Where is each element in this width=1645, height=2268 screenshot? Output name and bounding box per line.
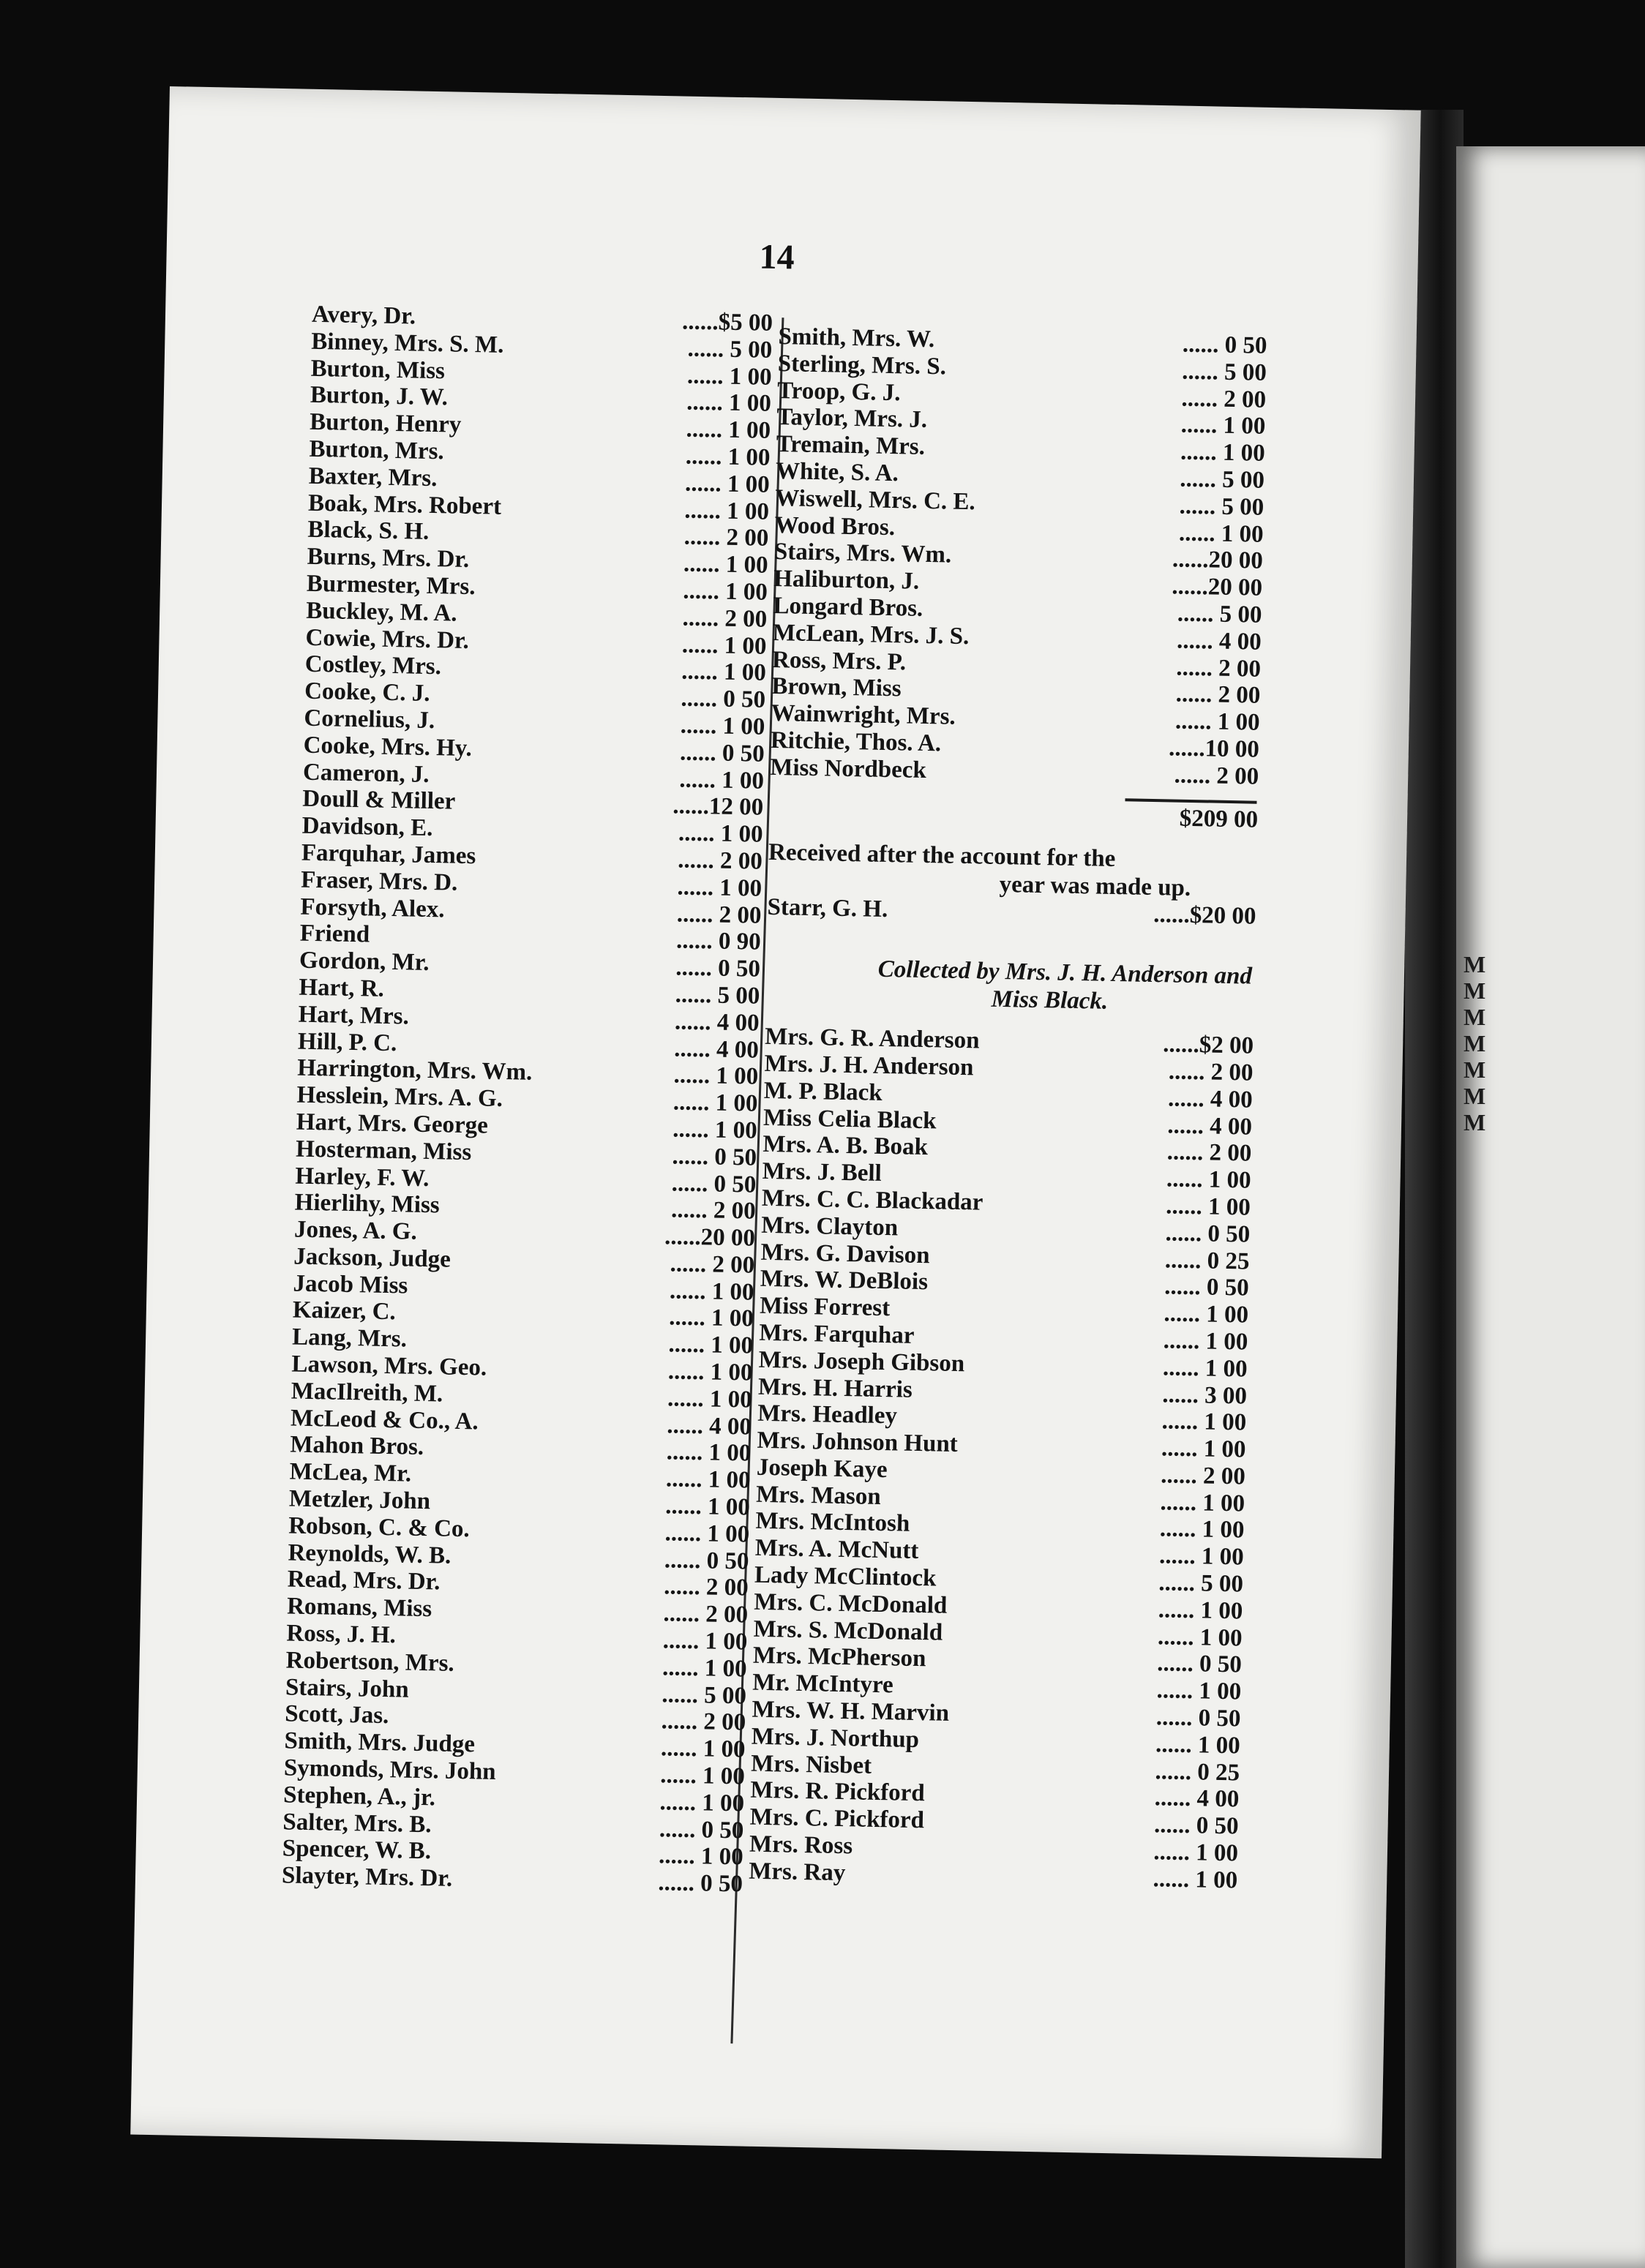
collected-entry-amount: ...... 1 00	[1155, 1731, 1241, 1760]
document-page	[130, 86, 1420, 2158]
left-entry-name: Robertson, Mrs.	[285, 1647, 455, 1677]
left-entry-amount: ...... 1 00	[677, 874, 762, 902]
collected-entry-name: Mrs. J. Bell	[762, 1157, 883, 1187]
left-entry-name: Spencer, W. B.	[282, 1835, 432, 1865]
collected-entry-amount: ...... 2 00	[1168, 1058, 1254, 1086]
collected-entry-name: Mrs. G. R. Anderson	[764, 1023, 980, 1054]
collected-entry-name: Miss Celia Black	[762, 1104, 937, 1134]
left-entry-amount: ...... 0 50	[681, 685, 766, 713]
facing-page-letter: M	[1464, 1056, 1486, 1083]
left-entry-name: Farquhar, James	[301, 839, 476, 870]
left-entry-name: Read, Mrs. Dr.	[287, 1566, 441, 1596]
left-entry-name: Friend	[299, 920, 370, 948]
left-entry-name: Symonds, Mrs. John	[283, 1754, 496, 1786]
left-entry-name: Harley, F. W.	[295, 1163, 430, 1192]
collected-entry-amount: ...... 1 00	[1160, 1489, 1245, 1517]
left-entry-amount: ...... 1 00	[681, 631, 767, 660]
collected-entry-name: Mrs. Nisbet	[750, 1750, 872, 1779]
collected-entry-amount: ...... 1 00	[1162, 1354, 1248, 1383]
left-entry-name: Kaizer, C.	[292, 1297, 397, 1326]
left-entry-name: Cameron, J.	[302, 759, 430, 788]
collected-entry-name: Mrs. Mason	[755, 1481, 882, 1510]
right-list-entries	[770, 323, 1267, 790]
right-subscriber-list	[749, 323, 1267, 1894]
facing-page-letter: M	[1464, 1030, 1486, 1056]
left-entry-name: Robson, C. & Co.	[288, 1512, 471, 1543]
left-entry-name: Avery, Dr.	[311, 301, 416, 330]
left-entry-amount: ...... 4 00	[674, 1008, 760, 1037]
collected-entry-amount: ...... 4 00	[1167, 1111, 1253, 1141]
left-entry-name: Burmester, Mrs.	[306, 570, 476, 601]
left-entry-amount: ...... 1 00	[666, 1438, 752, 1468]
left-entry-name: Slayter, Mrs. Dr.	[281, 1862, 453, 1893]
collected-entry-name: Mrs. A. McNutt	[754, 1535, 919, 1565]
total-rule	[1125, 798, 1256, 803]
left-entry-amount: ...... 2 00	[661, 1708, 746, 1736]
right-entry-name: Ross, Mrs. P.	[771, 646, 907, 676]
right-entry-amount: ...... 2 00	[1175, 680, 1261, 710]
left-entry-name: Gordon, Mr.	[299, 947, 430, 977]
right-entry-amount: ...... 5 00	[1180, 465, 1265, 494]
left-entry-name: Burton, J. W.	[310, 382, 449, 411]
collected-entry-amount: ...... 0 50	[1153, 1811, 1239, 1840]
left-entry-amount: ...... 1 00	[664, 1520, 750, 1548]
left-entry-amount: ...... 0 50	[671, 1169, 757, 1198]
left-entry-name: Salter, Mrs. B.	[282, 1809, 432, 1838]
collected-entry-amount: ......$2 00	[1163, 1031, 1254, 1059]
right-entry-amount: ...... 2 00	[1176, 654, 1262, 683]
left-entry-name: Cooke, C. J.	[304, 677, 430, 707]
left-entry-amount: ...... 0 50	[659, 1815, 744, 1844]
right-entry-amount: ...... 4 00	[1176, 627, 1262, 656]
right-entry-amount: ...... 1 00	[1180, 438, 1265, 468]
collected-entry-name: Mrs. Headley	[757, 1400, 898, 1430]
left-entry-amount: ...... 1 00	[686, 389, 772, 418]
left-entry-name: Hesslein, Mrs. A. G.	[296, 1081, 503, 1113]
collected-entry-amount: ...... 1 00	[1153, 1866, 1238, 1894]
right-entry-amount: ......10 00	[1168, 735, 1260, 763]
left-entry-amount: ...... 5 00	[662, 1681, 747, 1710]
left-entry-name: Fraser, Mrs. D.	[300, 866, 458, 896]
right-entry-name: Wainwright, Mrs.	[771, 700, 956, 730]
left-entry-amount: ...... 5 00	[687, 335, 773, 364]
left-entry-name: Costley, Mrs.	[304, 651, 442, 680]
collected-entry-amount: ...... 2 00	[1166, 1138, 1252, 1167]
left-entry-name: Smith, Mrs. Judge	[284, 1727, 476, 1758]
collected-entry-name: M. P. Black	[763, 1077, 883, 1106]
collected-entry-amount: ...... 0 25	[1155, 1757, 1240, 1787]
facing-page-text	[1464, 951, 1639, 1135]
received-note-line-1: Received after the account for the	[768, 839, 1116, 873]
right-entry-amount: ...... 2 00	[1174, 762, 1259, 790]
left-entry-amount: ...... 2 00	[670, 1196, 756, 1225]
facing-page-letter: M	[1464, 977, 1486, 1004]
right-entry-amount: ...... 5 00	[1181, 358, 1267, 386]
left-entry-name: Scott, Jas.	[284, 1700, 389, 1730]
left-entry-amount: ...... 2 00	[663, 1573, 749, 1602]
left-entry-name: Forsyth, Alex.	[300, 893, 445, 923]
collected-entry-name: Mrs. A. B. Boak	[762, 1131, 929, 1161]
collected-entry-amount: ...... 5 00	[1158, 1569, 1244, 1598]
right-entry-amount: ...... 1 00	[1174, 707, 1260, 736]
left-entry-amount: ...... 1 00	[659, 1789, 745, 1817]
collected-entry-name: Mrs. Clayton	[760, 1212, 899, 1242]
left-entry-amount: ...... 1 00	[672, 1089, 758, 1117]
left-entry-name: Hosterman, Miss	[295, 1135, 472, 1165]
right-entry-name: Sterling, Mrs. S.	[777, 350, 947, 380]
left-entry-name: McLeod & Co., A.	[290, 1405, 479, 1435]
left-entry-amount: ...... 0 90	[675, 927, 762, 956]
collected-entry-amount: ...... 1 00	[1161, 1408, 1247, 1436]
right-entry-amount: ...... 0 50	[1182, 331, 1267, 359]
left-entry-amount: ...... 1 00	[680, 712, 765, 740]
right-entry-name: Wiswell, Mrs. C. E.	[775, 484, 976, 516]
left-entry-amount: ...... 2 00	[670, 1250, 755, 1279]
left-entry-amount: ...... 1 00	[686, 362, 772, 391]
left-entry-amount: ...... 1 00	[660, 1735, 746, 1763]
left-entry-name: Romans, Miss	[286, 1593, 432, 1623]
left-entry-amount: ...... 1 00	[668, 1331, 754, 1359]
left-entry-name: Stairs, John	[285, 1674, 410, 1703]
left-entry-name: Jackson, Judge	[293, 1243, 451, 1273]
left-entry-name: Jones, A. G.	[293, 1216, 418, 1245]
facing-page-letter: M	[1464, 1109, 1486, 1135]
left-entry-amount: ...... 4 00	[674, 1035, 760, 1064]
left-entry-amount: ...... 2 00	[663, 1600, 749, 1629]
left-entry-name: Hart, Mrs.	[298, 1001, 410, 1030]
collected-entry-name: Mrs. W. H. Marvin	[752, 1696, 950, 1727]
left-subscriber-list	[282, 301, 773, 1899]
collected-entry-amount: ...... 3 00	[1162, 1381, 1248, 1410]
left-entry-name: Cooke, Mrs. Hy.	[303, 732, 473, 762]
left-entry-name: Black, S. H.	[307, 517, 430, 546]
collected-entry-amount: ...... 1 00	[1158, 1596, 1243, 1625]
received-note-line-2: year was made up.	[999, 871, 1191, 902]
left-entry-name: Cornelius, J.	[304, 705, 435, 735]
collected-entry-amount: ...... 0 50	[1164, 1273, 1250, 1302]
left-entry-amount: ...... 1 00	[679, 766, 765, 795]
left-entry-amount: ...... 1 00	[658, 1842, 744, 1871]
collected-entry-name: Mrs. Ross	[749, 1830, 853, 1860]
left-entry-name: Mahon Bros.	[290, 1431, 424, 1461]
right-entry-name: Smith, Mrs. W.	[778, 323, 935, 353]
left-entry-amount: ...... 1 00	[678, 819, 763, 848]
collected-entry-amount: ...... 1 00	[1153, 1839, 1239, 1867]
left-entry-amount: ...... 5 00	[675, 981, 760, 1010]
collected-entry-amount: ...... 2 00	[1160, 1462, 1246, 1490]
left-entry-name: Burton, Mrs.	[309, 435, 445, 465]
left-entry-amount: ...... 1 00	[665, 1492, 751, 1521]
right-entry-name: Taylor, Mrs. J.	[776, 404, 928, 434]
right-entry-name: Troop, G. J.	[776, 377, 901, 406]
left-entry-name: Burns, Mrs. Dr.	[307, 543, 470, 574]
left-entry-amount: ...... 0 50	[672, 1143, 757, 1171]
left-entry-name: Lang, Mrs.	[291, 1323, 408, 1353]
left-entry-name: Boak, Mrs. Robert	[307, 489, 502, 520]
left-entry-name: McLea, Mr.	[289, 1458, 412, 1487]
collected-entry-amount: ...... 1 00	[1163, 1327, 1248, 1356]
collected-entry-name: Mrs. Johnson Hunt	[757, 1427, 959, 1458]
collected-entry-amount: ...... 4 00	[1154, 1784, 1240, 1813]
left-entry-name: Hart, R.	[299, 974, 385, 1002]
left-entry-name: Burton, Miss	[310, 355, 446, 384]
left-entry-name: MacIlreith, M.	[291, 1378, 443, 1408]
left-entry-amount: ...... 1 00	[662, 1627, 748, 1656]
collected-entry-amount: ...... 0 50	[1155, 1704, 1241, 1732]
right-entry-name: Ritchie, Thos. A.	[770, 726, 942, 757]
left-entry-name: Jacob Miss	[293, 1270, 408, 1299]
left-entry-amount: ...... 1 00	[686, 416, 771, 445]
left-entry-amount: ...... 0 50	[658, 1869, 743, 1898]
collected-entry-amount: ...... 1 00	[1166, 1193, 1251, 1221]
left-entry-amount: ...... 1 00	[684, 497, 770, 525]
facing-page-letter: M	[1464, 1083, 1486, 1109]
right-entry-name: Wood Bros.	[774, 511, 896, 541]
collected-entry-amount: ...... 1 00	[1164, 1300, 1249, 1329]
left-entry-name: Buckley, M. A.	[305, 597, 457, 627]
left-entry-amount: ...... 1 00	[662, 1654, 747, 1683]
left-entry-amount: ...... 1 00	[669, 1277, 754, 1306]
collected-entry-name: Mrs. J. Northup	[751, 1723, 920, 1753]
left-entry-amount: ...... 0 50	[675, 954, 761, 983]
collected-entry-name: Mrs. J. H. Anderson	[764, 1050, 974, 1081]
collected-entry-amount: ...... 1 00	[1159, 1515, 1245, 1544]
left-entry-name: Hierlihy, Miss	[294, 1189, 441, 1219]
left-entry-name: Metzler, John	[288, 1485, 431, 1515]
collected-entry-name: Mrs. R. Pickford	[750, 1777, 926, 1807]
left-entry-amount: ......20 00	[664, 1223, 756, 1252]
left-entry-name: Ross, J. H.	[286, 1620, 397, 1649]
left-entry-name: Reynolds, W. B.	[288, 1539, 451, 1569]
right-entry-name: McLean, Mrs. J. S.	[772, 619, 970, 650]
left-entry-name: Hart, Mrs. George	[296, 1108, 489, 1139]
collected-entry-name: Mrs. G. Davison	[760, 1239, 930, 1269]
right-entry-amount: ...... 2 00	[1181, 385, 1267, 413]
right-entry-amount: ...... 1 00	[1178, 519, 1264, 548]
left-entry-amount: ...... 1 00	[685, 443, 771, 471]
collected-entry-amount: ...... 1 00	[1157, 1623, 1243, 1652]
collected-entry-name: Mrs. C. C. Blackadar	[761, 1184, 983, 1216]
collected-entry-name: Mrs. H. Harris	[757, 1373, 913, 1403]
right-entry-amount: ...... 1 00	[1180, 412, 1266, 440]
collected-entry-name: Joseph Kaye	[756, 1454, 888, 1484]
right-entry-amount: ...... 5 00	[1179, 492, 1264, 521]
collected-list	[749, 1024, 1254, 1894]
left-entry-name: Hill, P. C.	[297, 1028, 397, 1056]
left-entry-name: Binney, Mrs. S. M.	[310, 328, 504, 358]
left-entry-name: Davidson, E.	[301, 812, 433, 842]
left-entry-amount: ...... 1 00	[684, 470, 771, 498]
left-entry-amount: ...... 4 00	[667, 1412, 752, 1441]
collected-entry-amount: ...... 1 00	[1166, 1165, 1251, 1194]
left-entry-name: Lawson, Mrs. Geo.	[291, 1351, 487, 1381]
left-entry-amount: ...... 2 00	[677, 846, 763, 875]
right-entry-name: Tremain, Mrs.	[776, 431, 926, 461]
collected-heading-line-2: Miss Black.	[991, 985, 1109, 1015]
late-entry-amount: ......$20 00	[1153, 901, 1256, 931]
collected-entry-amount: ...... 0 50	[1165, 1220, 1251, 1248]
left-entry-amount: ...... 1 00	[673, 1062, 759, 1090]
collected-entry-name: Mrs. S. McDonald	[753, 1615, 943, 1646]
collected-entry-amount: ...... 1 00	[1161, 1435, 1246, 1463]
collected-entry-name: Miss Forrest	[759, 1292, 891, 1322]
left-entry-amount: ......12 00	[672, 792, 764, 822]
left-entry-amount: ...... 1 00	[659, 1762, 746, 1790]
left-entry-amount: ...... 1 00	[667, 1385, 753, 1413]
right-entry-name: Haliburton, J.	[773, 566, 920, 595]
right-entry-name: Miss Nordbeck	[769, 754, 927, 784]
late-entry-name: Starr, G. H.	[767, 894, 888, 923]
left-entry-amount: ...... 2 00	[682, 604, 768, 633]
collected-entry-name: Mrs. McIntosh	[755, 1508, 910, 1538]
collected-entry-amount: ...... 1 00	[1156, 1677, 1242, 1705]
collected-entry-name: Mrs. McPherson	[752, 1642, 926, 1672]
right-entry-name: Stairs, Mrs. Wm.	[773, 538, 952, 568]
total-amount: $209 00	[1179, 805, 1259, 833]
collected-entry-name: Mrs. Farquhar	[759, 1319, 915, 1349]
left-entry-name: Baxter, Mrs.	[308, 462, 438, 492]
collected-entry-name: Mrs. W. DeBlois	[760, 1266, 929, 1296]
right-entry-amount: ......20 00	[1172, 573, 1263, 601]
right-entry-amount: ......20 00	[1172, 546, 1264, 575]
left-entry-name: Stephen, A., jr.	[282, 1781, 436, 1811]
left-entry-amount: ...... 1 00	[683, 577, 768, 606]
collected-heading-line-1: Collected by Mrs. J. H. Anderson and	[877, 955, 1253, 990]
left-entry-amount: ...... 0 50	[664, 1547, 749, 1575]
right-entry-amount: ...... 5 00	[1177, 600, 1262, 628]
left-entry-amount: ......$5 00	[681, 308, 773, 337]
facing-page-letter: M	[1464, 1004, 1486, 1030]
collected-entry-name: Mr. McIntyre	[752, 1669, 894, 1699]
left-entry-amount: ...... 1 00	[683, 550, 768, 579]
collected-entry-amount: ...... 1 00	[1158, 1542, 1245, 1571]
facing-page	[1456, 146, 1645, 2268]
collected-entry-amount: ...... 0 25	[1164, 1246, 1250, 1275]
left-entry-amount: ...... 1 00	[665, 1465, 751, 1494]
collected-entry-name: Lady McClintock	[754, 1561, 937, 1592]
left-entry-amount: ...... 0 50	[679, 739, 765, 767]
left-entry-name: Cowie, Mrs. Dr.	[305, 624, 470, 654]
left-entry-amount: ...... 1 00	[667, 1358, 753, 1386]
left-entry-name: Doull & Miller	[301, 786, 456, 816]
page-number: 14	[759, 237, 795, 277]
collected-entry-name: Mrs. C. Pickford	[749, 1803, 925, 1834]
collected-entry-amount: ...... 4 00	[1167, 1085, 1254, 1114]
left-entry-amount: ...... 1 00	[672, 1116, 758, 1144]
left-entry-name: Harrington, Mrs. Wm.	[296, 1054, 533, 1086]
left-entry-amount: ...... 2 00	[683, 523, 769, 552]
collected-entry-name: Mrs. Ray	[748, 1858, 846, 1887]
collected-entry-name: Mrs. Joseph Gibson	[758, 1346, 965, 1377]
right-entry-name: Brown, Miss	[771, 673, 902, 702]
right-entry-name: Longard Bros.	[773, 592, 923, 622]
left-entry-name: Burton, Henry	[309, 408, 462, 438]
left-entry-amount: ...... 1 00	[668, 1304, 754, 1333]
left-entry-amount: ...... 2 00	[676, 901, 762, 929]
left-entry-amount: ...... 1 00	[681, 658, 767, 687]
facing-page-letter: M	[1464, 951, 1486, 977]
collected-entry-amount: ...... 0 50	[1157, 1650, 1243, 1678]
right-entry-name: White, S. A.	[775, 457, 899, 487]
collected-entry-name: Mrs. C. McDonald	[754, 1588, 948, 1619]
